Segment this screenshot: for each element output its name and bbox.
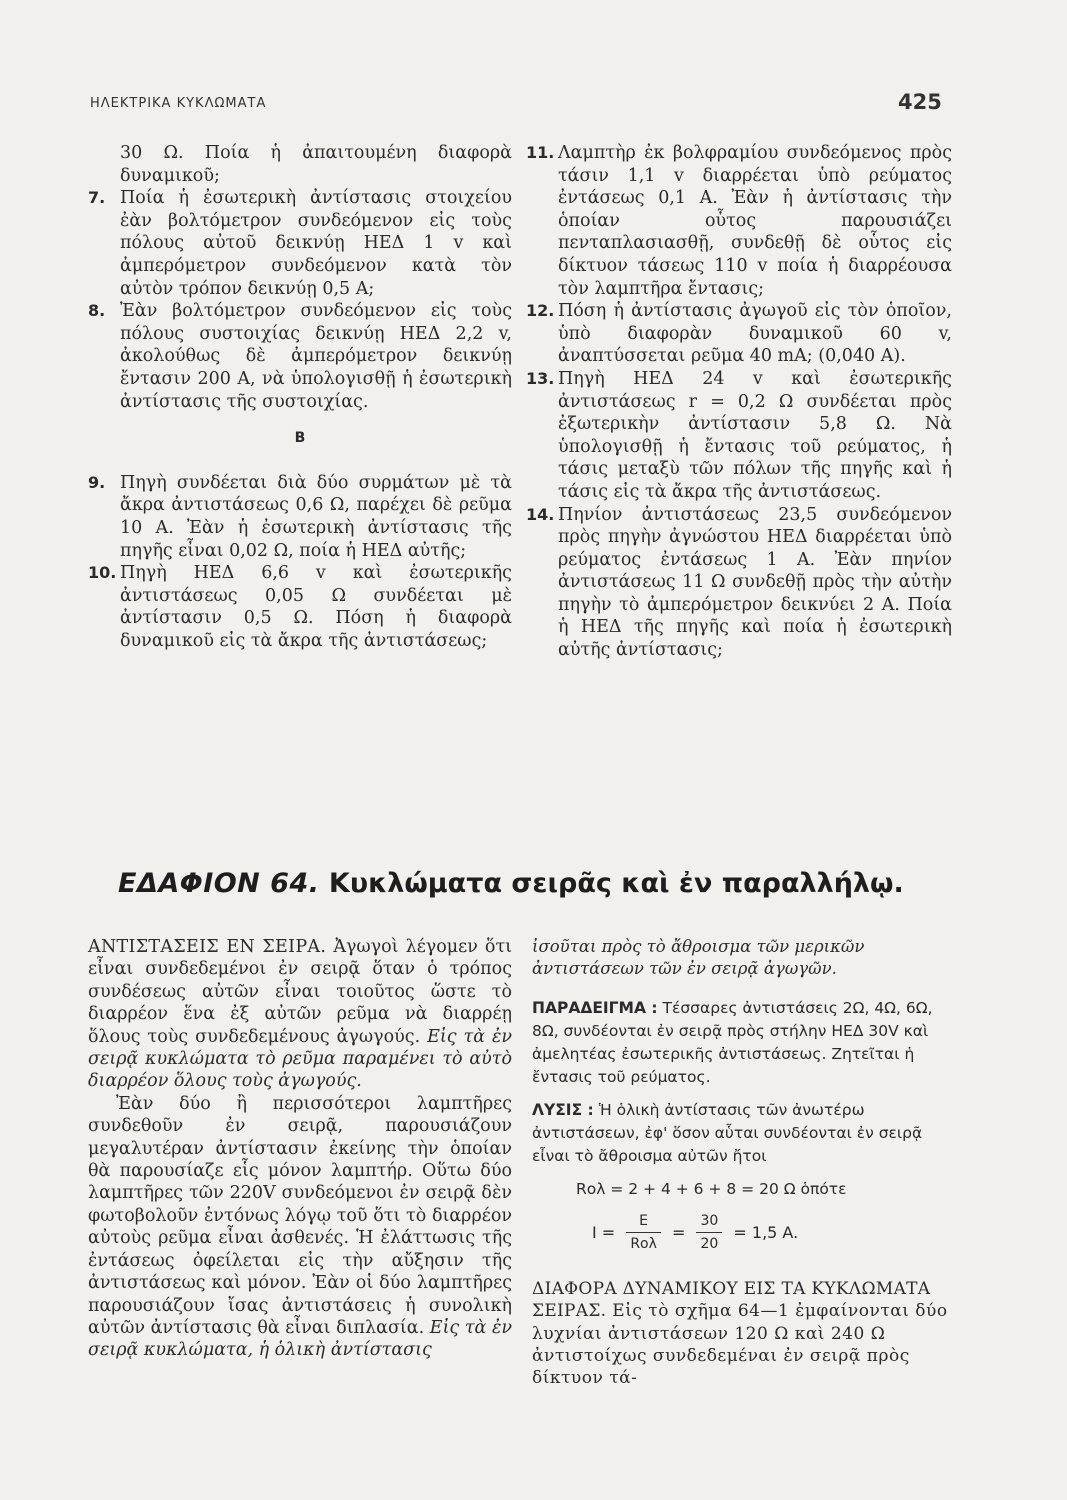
example-paragraph	[532, 997, 952, 1089]
example-text: Τέσσαρες ἀντιστάσεις 2Ω, 4Ω, 6Ω, 8Ω, συνδέονται ἐν σειρᾷ πρὸς στήλην ΗΕΔ 30V καὶ ἀμελητέας ἐσωτερικῆς ἀντιστάσεως. Ζητεῖται ἡ ἔντασις τοῦ ρεύματος.	[532, 998, 933, 1086]
exercise-8	[88, 300, 512, 413]
exercise-text: Πηγὴ ΗΕΔ 6,6 v καὶ ἐσωτερικῆς ἀντιστάσεως 0,05 Ω συνδέεται μὲ ἀντίστασιν 0,5 Ω. Πόση ἡ διαφορὰ δυναμικοῦ εἰς τὰ ἄκρα τῆς ἀντιστάσεως;	[120, 563, 512, 651]
exercise-14	[526, 504, 952, 662]
exercises-left-column	[88, 142, 512, 652]
lesson-heading	[118, 868, 958, 899]
fraction-denominator: Rολ	[630, 1236, 657, 1253]
series-resistances-paragraph	[88, 936, 512, 1093]
paragraph-text: Εἰς τὸ σχῆμα 64—1 ἐμφαίνονται δύο λυχνίαι ἀντιστάσεων 120 Ω καὶ 240 Ω ἀντιστοίχως συνδεδεμέναι ἐν σειρᾷ πρὸς δίκτυον τά-	[532, 1301, 948, 1389]
exercise-number: 9.	[88, 472, 106, 492]
total-resistance-formula: Rολ = 2 + 4 + 6 + 8 = 20 Ω ὁπότε	[576, 1179, 847, 1198]
section-b-heading: Β	[294, 430, 306, 447]
fraction-denominator: 20	[700, 1236, 719, 1253]
exercise-text: Λαμπτὴρ ἐκ βολφραμίου συνδεόμενος πρὸς τάσιν 1,1 v διαρρέεται ὑπὸ ρεύματος ἐντάσεως 0,1 Α. Ἐὰν ἡ ἀντίστασις τὴν ὁποίαν οὗτος παρουσιάζει πενταπλασιασθῇ, συνδεθῇ δὲ οὗτος εἰς δίκτυον τάσεως 110 v ποία ἡ διαρρέουσα τὸν λαμπτῆρα ἔντασις;	[558, 143, 952, 299]
exercise-number: 11.	[526, 143, 555, 162]
lesson-label: ΕΔΑΦΙΟΝ 64.	[118, 868, 320, 899]
fraction-numerator: 30	[696, 1210, 722, 1233]
exercise-text: Πόση ἡ ἀντίστασις ἀγωγοῦ εἰς τὸν ὁποῖον, ὑπὸ διαφορὰν δυναμικοῦ 60 v, ἀναπτύσσεται ρεῦμα 40 mA; (0,040 Α).	[558, 301, 952, 367]
exercise-7	[88, 187, 512, 300]
exercise-number: 7.	[88, 188, 106, 208]
exercise-13	[526, 368, 952, 504]
exercise-text: Ποία ἡ ἐσωτερικὴ ἀντίστασις στοιχείου ἐὰν βολτόμετρον συνδεόμενον εἰς τοὺς πόλους αὐτοῦ δεικνύῃ ΗΕΔ 1 v καὶ ἀμπερόμετρον συνδεόμενον κατὰ τὸν αὐτὸν τρόπον δεικνύῃ 0,5 A;	[120, 188, 512, 299]
fraction-numerator: E	[626, 1210, 661, 1233]
paragraph-text: Ἐὰν δύο ἢ περισσότεροι λαμπτῆρες συνδεθοῦν ἐν σειρᾷ, παρουσιάζουν μεγαλυτέραν ἀντίστασιν ἐκείνης τὴν ὁποίαν θὰ παρουσίαζε εἷς μόνον λαμπτήρ. Οὕτω δύο λαμπτῆρες τῶν 220V συνδεόμενοι ἐν σειρᾷ δὲν φωτοβολοῦν ἐντόνως λόγῳ τοῦ ὅτι τὸ διαρρέον αὐτοὺς ρεῦμα εἶναι ἀσθενές. Ἡ ἐλάττωσις τῆς ἐντάσεως ὀφείλεται εἰς τὴν αὔξησιν τῆς ἀντιστάσεως καὶ μόνον. Ἐὰν οἱ δύο λαμπτῆρες παρουσιάζουν ἴσας ἀντιστάσεις ἡ συνολικὴ αὐτῶν ἀντίστασις θὰ εἶναι διπλασία.	[88, 1093, 512, 1338]
paragraph-text: Ἀγωγοὶ λέγομεν ὅτι εἶναι συνδεδεμένοι ἐν σειρᾷ ὅταν ὁ τρόπος συνδέσεως αὐτῶν εἶναι τοιοῦτος ὥστε τὸ διαρρέον ἕνα ἐξ αὐτῶν ρεῦμα νὰ διαρρέῃ ὅλους τοὺς συνδεδεμένους ἀγωγούς.	[88, 937, 512, 1047]
exercise-9	[88, 472, 512, 562]
lamps-paragraph	[88, 1093, 512, 1362]
current-formula	[592, 1210, 952, 1264]
fraction-30-over-20	[696, 1210, 722, 1256]
solution-label: ΛΥΣΙΣ :	[532, 1100, 594, 1119]
body-right-column	[532, 936, 952, 1390]
exercise-number: 10.	[88, 563, 117, 583]
paragraph-italic: Εἰς τὰ ἐν σειρᾷ κυκλώματα, ἡ ὁλικὴ ἀντίστασις	[88, 1317, 512, 1361]
exercise-12	[526, 300, 952, 368]
exercise-11	[526, 142, 952, 300]
lesson-title: Κυκλώματα σειρᾶς καὶ ἐν παραλλήλῳ.	[328, 868, 904, 899]
exercise-number: 8.	[88, 301, 106, 321]
example-label: ΠΑΡΑΔΕΙΓΜΑ :	[532, 998, 658, 1017]
exercise-text: Πηνίον ἀντιστάσεως 23,5 συνδεόμενον πρὸς πηγὴν ἀγνώστου ΗΕΔ διαρρέεται ὑπὸ ρεύματος ἐντάσεως 1 Α. Ἐὰν πηνίον ἀντιστάσεως 11 Ω συνδεθῇ πρὸς τὴν αὐτὴν πηγὴν τὸ ἀμπερόμετρον δεικνύει 2 Α. Ποία ἡ ΗΕΔ τῆς πηγῆς καὶ ποία ἡ ἐσωτερικὴ αὐτῆς ἀντίστασις;	[558, 504, 952, 661]
section-heading: ΑΝΤΙΣΤΑΣΕΙΣ ΕΝ ΣΕΙΡΑ.	[88, 937, 327, 957]
exercise-text: Πηγὴ συνδέεται διὰ δύο συρμάτων μὲ τὰ ἄκρα ἀντιστάσεως 0,6 Ω, παρέχει δὲ ρεῦμα 10 Α. Ἐὰν ἡ ἐσωτερικὴ ἀντίστασις τῆς πηγῆς εἶναι 0,02 Ω, ποία ἡ ΗΕΔ αὐτῆς;	[120, 472, 512, 561]
formula-result: = 1,5 A.	[733, 1222, 799, 1242]
exercise-text: Πηγὴ ΗΕΔ 24 v καὶ ἐσωτερικῆς ἀντιστάσεως r = 0,2 Ω συνδέεται πρὸς ἐξωτερικὴν ἀντίστασιν 5,8 Ω. Νὰ ὑπολογισθῇ ἡ ἔντασις τοῦ ρεύματος, ἡ τάσις μεταξὺ τῶν πόλων τῆς πηγῆς καὶ ἡ τάσις εἰς τὰ ἄκρα τῆς ἀντιστάσεως.	[558, 368, 952, 502]
continuation-italic: ἰσοῦται πρὸς τὸ ἄθροισμα τῶν μερικῶν ἀντιστάσεων τῶν ἐν σειρᾷ ἀγωγῶν.	[532, 937, 865, 979]
exercise-6-tail: 30 Ω. Ποία ἡ ἀπαιτουμένη διαφορὰ δυναμικοῦ;	[120, 143, 512, 186]
potential-difference-paragraph	[532, 1278, 952, 1390]
exercise-number: 14.	[526, 504, 555, 524]
body-left-column	[88, 936, 512, 1362]
exercise-text: Ἐὰν βολτόμετρον συνδεόμενον εἰς τοὺς πόλους συστοιχίας δεικνύῃ ΗΕΔ 2,2 v, ἀκολούθως δὲ ἀμπερόμετρον δεικνύῃ ἔντασιν 200 Α, νὰ ὑπολογισθῇ ἡ ἐσωτερικὴ ἀντίστασις τῆς συστοιχίας.	[120, 301, 512, 412]
section-heading: ΔΙΑΦΟΡΑ ΔΥΝΑΜΙΚΟΥ ΕΙΣ ΤΑ ΚΥΚΛΩΜΑΤΑ ΣΕΙΡΑΣ.	[532, 1278, 931, 1322]
page-number: 425	[898, 90, 942, 114]
formula-equals: =	[671, 1222, 686, 1242]
exercise-number: 13.	[526, 368, 555, 388]
exercises-right-column	[526, 142, 952, 662]
solution-text: Ἡ ὁλικὴ ἀντίστασις τῶν ἀνωτέρω ἀντιστάσεων, ἐφ' ὅσον αὗται συνδέονται ἐν σειρᾷ εἶναι τὸ ἄθροισμα αὐτῶν ἤτοι	[532, 1100, 923, 1165]
formula-lhs: I =	[592, 1222, 616, 1242]
exercise-10	[88, 562, 512, 652]
exercise-number: 12.	[526, 301, 555, 321]
fraction-e-over-r	[626, 1210, 661, 1256]
running-title: ΗΛΕΚΤΡΙΚΑ ΚΥΚΛΩΜΑΤΑ	[90, 96, 267, 111]
solution-paragraph	[532, 1099, 952, 1168]
paragraph-italic: Εἰς τὰ ἐν σειρᾷ κυκλώματα τὸ ρεῦμα παραμένει τὸ αὐτὸ διαρρέον ὅλους τοὺς ἀγωγούς.	[88, 1026, 512, 1092]
